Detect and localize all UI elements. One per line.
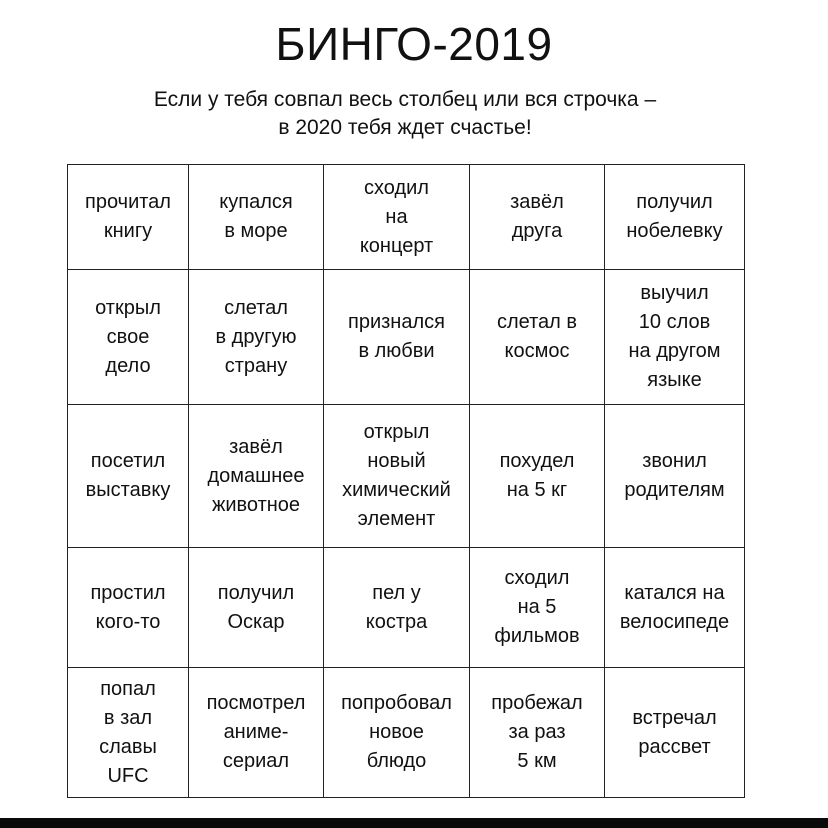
bingo-cell-text: друга (511, 220, 563, 242)
bingo-cell-text: открыл (95, 296, 161, 319)
bingo-cell-text: блюдо (366, 750, 427, 772)
bingo-cell-text: 5 км (517, 750, 557, 772)
bingo-cell-text: животное (211, 493, 301, 516)
bingo-cell (189, 548, 324, 668)
bingo-cell-text: звонил (642, 450, 707, 472)
bingo-cell (470, 405, 605, 548)
bingo-cell (324, 405, 470, 548)
bingo-cell (324, 548, 470, 668)
bingo-cell-text: славы (99, 735, 157, 758)
bingo-cell-text: дело (105, 354, 151, 377)
bottom-border-bar (0, 818, 828, 828)
bingo-cell-text: домашнее (207, 464, 305, 487)
bingo-cell-text: на другом (628, 340, 721, 362)
bingo-cell-text: попробовал (341, 692, 452, 714)
bingo-cell-text: катался на (624, 581, 725, 604)
bingo-row (68, 405, 745, 548)
bingo-cell-text: похудел (499, 450, 575, 472)
bingo-cell-text: новое (369, 721, 424, 743)
bingo-cell-text: признался (348, 311, 445, 333)
bingo-cell-text: слетал (224, 296, 288, 319)
bingo-cell-text: в зал (103, 706, 153, 729)
bingo-cell (605, 668, 745, 798)
bingo-cell-text: свое (106, 325, 150, 348)
bingo-cell-text: в любви (358, 340, 435, 362)
bingo-cell (605, 548, 745, 668)
page-title: БИНГО-2019 (275, 18, 553, 70)
bingo-cell-text: купался (219, 191, 293, 213)
bingo-cell-text: прочитал (85, 191, 171, 213)
bingo-cell-text: языке (647, 369, 702, 391)
bingo-cell-text: получил (217, 581, 295, 604)
bingo-cell (470, 668, 605, 798)
bingo-row (68, 668, 745, 798)
subtitle-line-2: в 2020 тебя ждет счастье! (278, 116, 532, 139)
bingo-cell-text: нобелевку (626, 220, 723, 242)
bingo-cell-text: аниме- (223, 721, 289, 743)
bingo-row (68, 270, 745, 405)
bingo-cell-text: пел у (372, 581, 421, 604)
bingo-cell (189, 668, 324, 798)
bingo-cell-text: выставку (85, 479, 171, 501)
bingo-cell-text: кого-то (95, 610, 161, 633)
bingo-cell-text: выучил (640, 282, 709, 304)
bingo-cell-text: фильмов (494, 625, 580, 647)
bingo-cell-text: простил (90, 581, 166, 604)
bingo-cell (605, 270, 745, 405)
bingo-cell (68, 548, 189, 668)
bingo-cell-text: сходил (364, 176, 429, 199)
subtitle-line-1: Если у тебя совпал весь столбец или вся строчка – (153, 88, 657, 111)
bingo-grid (67, 164, 745, 798)
bingo-cell-text: книгу (103, 220, 153, 242)
bingo-cell-text: химический (342, 479, 451, 501)
bingo-cell (324, 270, 470, 405)
bingo-row (68, 548, 745, 668)
bingo-cell (189, 165, 324, 270)
bingo-cell-text: сериал (222, 750, 290, 772)
bingo-cell-text: на 5 кг (506, 479, 568, 501)
bingo-cell (68, 405, 189, 548)
bingo-cell-text: космос (504, 340, 570, 362)
bingo-cell (605, 405, 745, 548)
bingo-cell-text: 10 слов (638, 311, 711, 333)
bingo-cell-text: костра (365, 610, 428, 633)
bingo-cell-text: на (385, 205, 408, 228)
bingo-cell-text: на 5 (517, 596, 557, 618)
bingo-cell-text: слетал в (496, 311, 578, 333)
bingo-cell-text: новый (367, 450, 426, 472)
bingo-cell-text: сходил (504, 567, 570, 589)
bingo-cell-text: за раз (508, 721, 566, 743)
bingo-cell (470, 548, 605, 668)
bingo-cell (189, 405, 324, 548)
bingo-cell (324, 668, 470, 798)
bingo-cell-text: концерт (359, 234, 434, 257)
bingo-cell-text: посмотрел (206, 692, 306, 714)
bingo-cell-text: UFC (107, 764, 149, 787)
bingo-cell (324, 165, 470, 270)
bingo-cell (470, 165, 605, 270)
bingo-cell (68, 668, 189, 798)
bingo-cell-text: Оскар (227, 610, 285, 633)
bingo-cell (189, 270, 324, 405)
bingo-cell-text: в море (224, 220, 288, 242)
subtitle (0, 86, 810, 142)
bingo-cell (470, 270, 605, 405)
bingo-cell-text: попал (100, 677, 156, 700)
bingo-cell (68, 270, 189, 405)
bingo-cell-text: посетил (90, 450, 166, 472)
bingo-cell-text: получил (636, 191, 713, 213)
bingo-cell-text: пробежал (491, 692, 583, 714)
bingo-cell (68, 165, 189, 270)
bingo-cell-text: велосипеде (619, 610, 730, 633)
bingo-cell-text: завёл (510, 191, 564, 213)
bingo-cell (605, 165, 745, 270)
bingo-cell-text: элемент (357, 508, 436, 530)
bingo-cell-text: в другую (215, 325, 297, 348)
bingo-cell-text: рассвет (638, 735, 711, 758)
bingo-cell-text: родителям (624, 479, 725, 501)
bingo-cell-text: встречал (632, 706, 717, 729)
bingo-cell-text: открыл (363, 421, 430, 443)
bingo-row (68, 165, 745, 270)
bingo-cell-text: страну (224, 354, 288, 377)
bingo-cell-text: завёл (229, 435, 283, 458)
